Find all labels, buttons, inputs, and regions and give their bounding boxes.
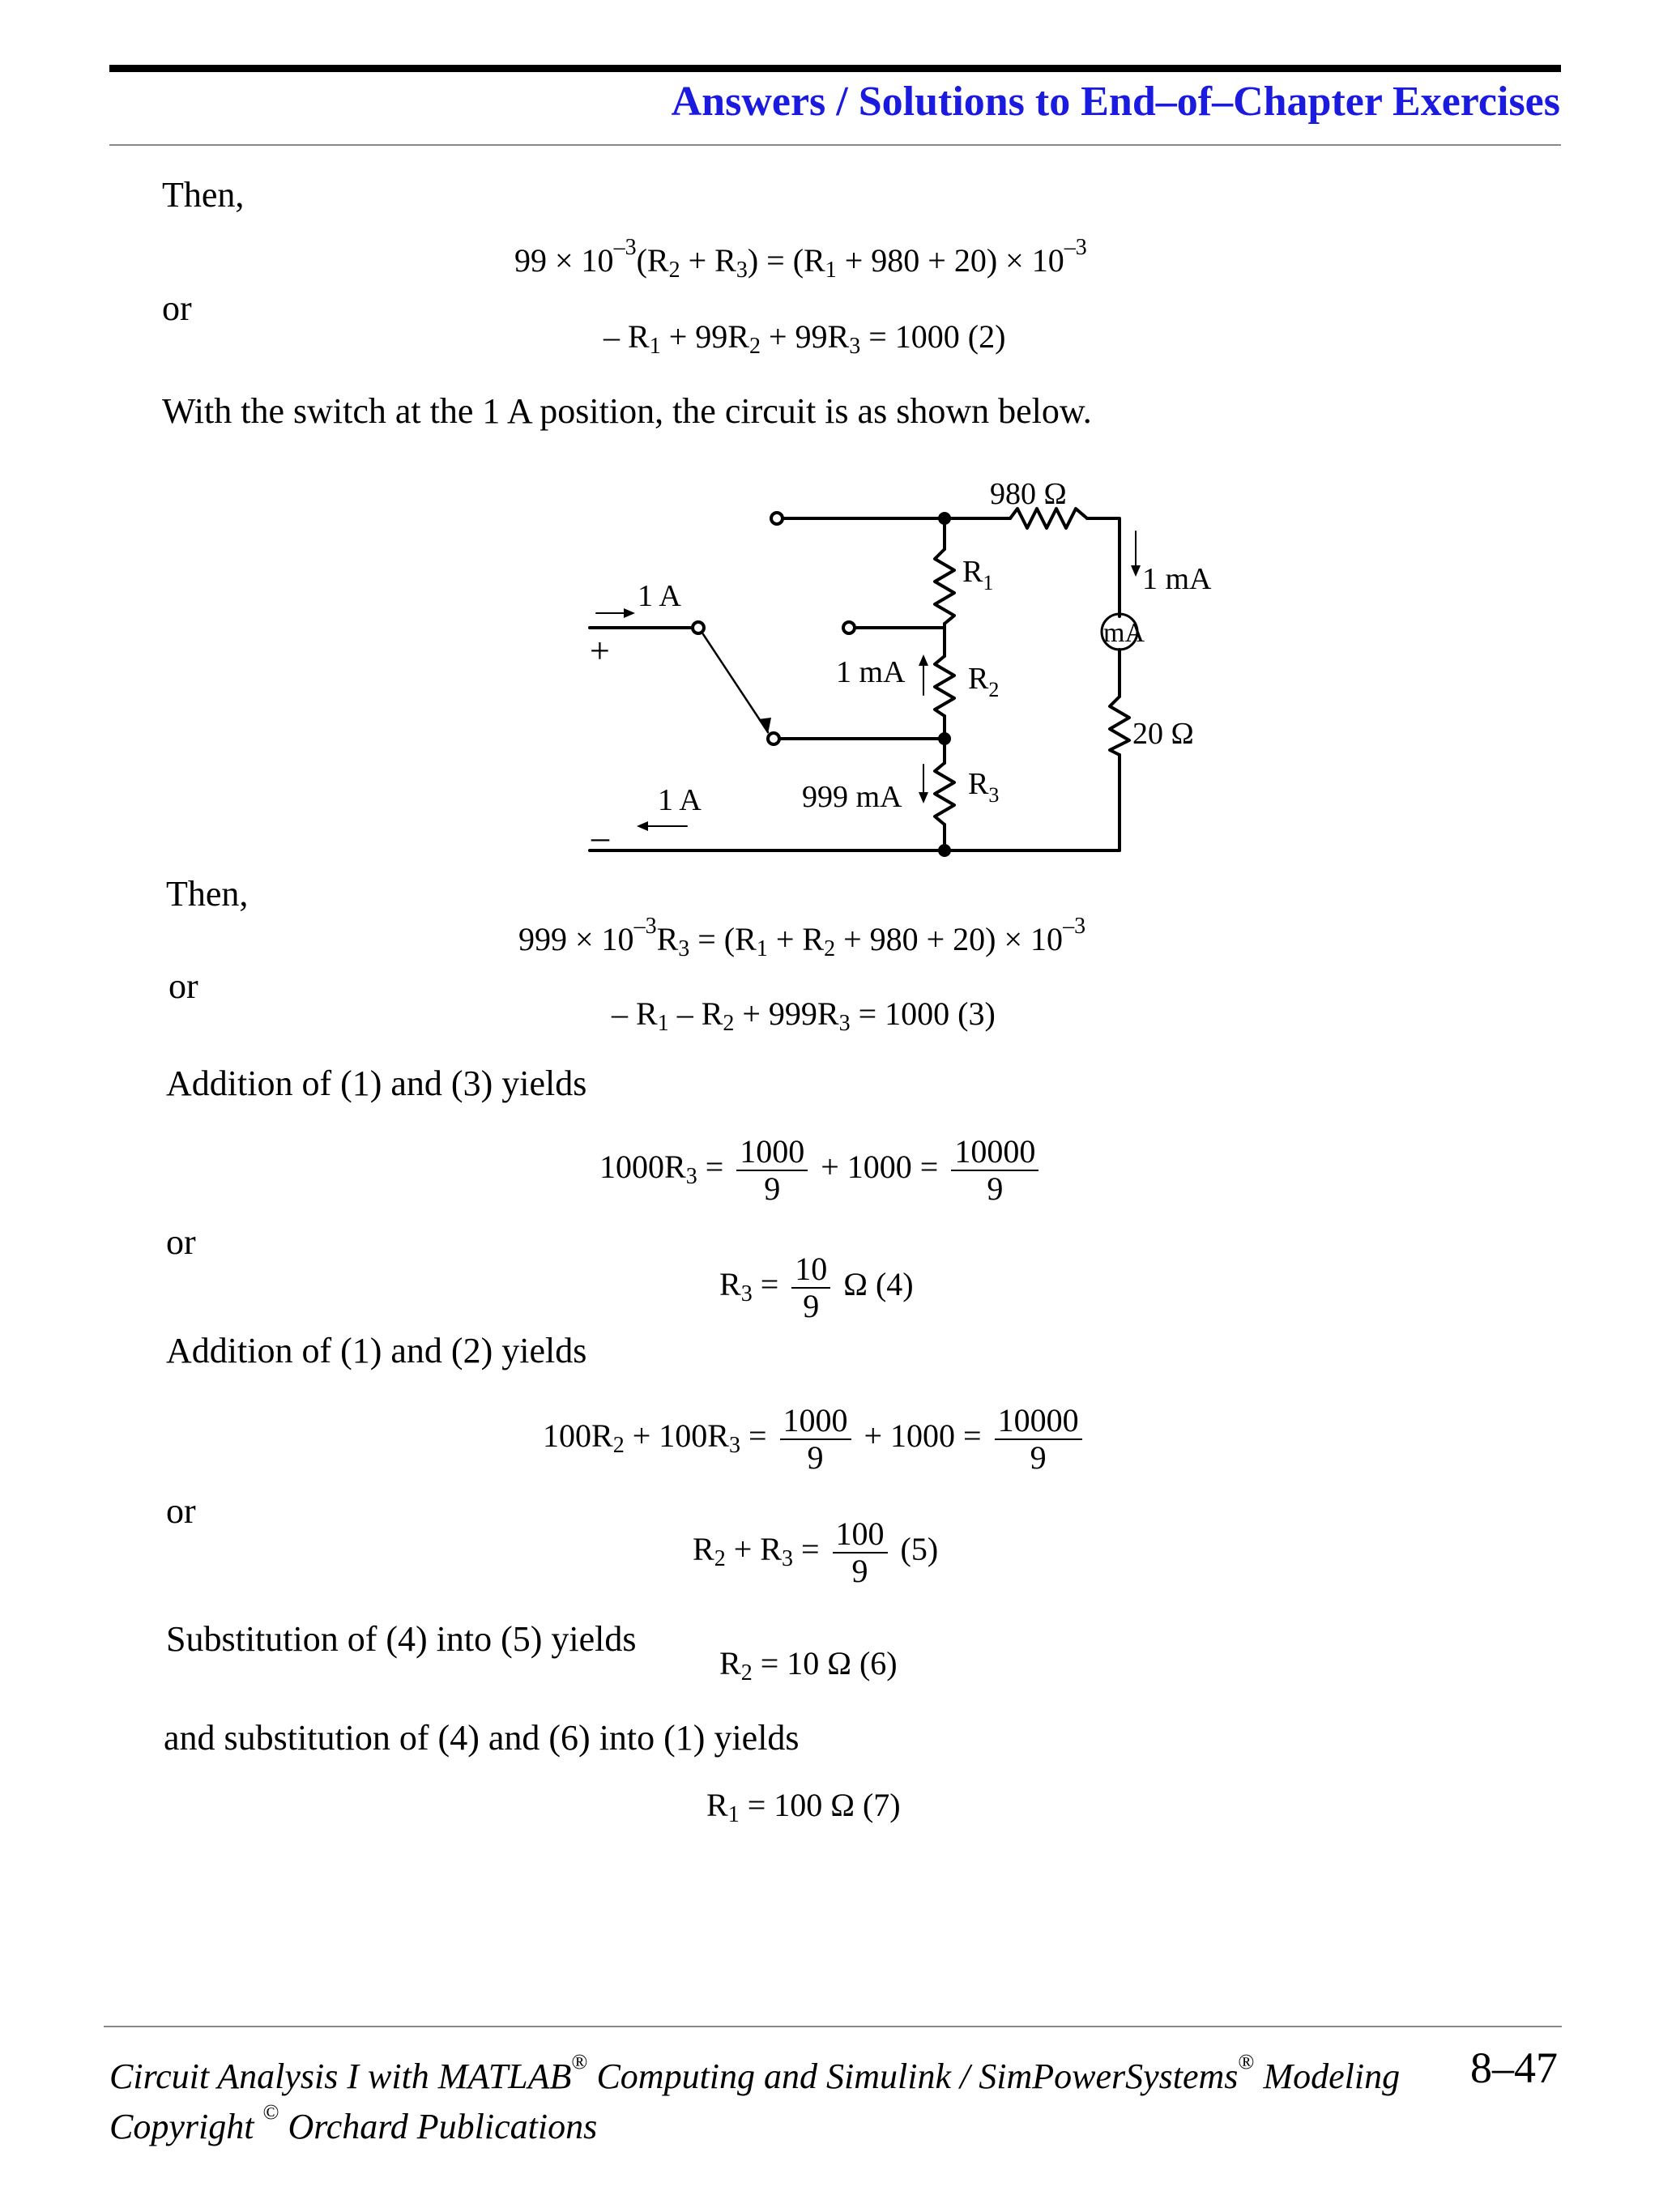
- equation-5: $R_2 + R_3$ = $\frac{100}{9}$ (5): [693, 1515, 939, 1589]
- text-or-3: or: [166, 1222, 196, 1262]
- label-output-current: 1 A: [658, 783, 702, 817]
- label-minus: –: [591, 817, 609, 857]
- text-or-2: or: [168, 966, 198, 1006]
- header-rule: [109, 65, 1561, 72]
- node-top: [938, 512, 951, 525]
- text-substitution-4-5: Substitution of (4) into (5) yields: [166, 1619, 637, 1659]
- equation-b: $999 \times 10^{-3}R_3 = (R_1 + R_2 + 980 + 20) \times 10^{-3}$: [518, 914, 1086, 961]
- text-or-4: or: [166, 1491, 196, 1531]
- switch-arm: [703, 634, 768, 732]
- page-number: 8–47: [1470, 2044, 1558, 2092]
- equation-3: – $R_1 - R_2 + 999R_3 = 1000$ (3): [612, 995, 996, 1036]
- terminal-top: [771, 513, 783, 524]
- arrow-r3-current: [919, 792, 928, 803]
- equation-7: $R_1 = 100$ Ω (7): [706, 1787, 901, 1827]
- arrow-input-current: [624, 608, 635, 618]
- label-r1: $R_1$: [962, 555, 994, 595]
- label-input-current: 1 A: [638, 579, 681, 613]
- arrow-output-current: [637, 821, 648, 831]
- text-then-1: Then,: [162, 175, 245, 215]
- arrow-r2-current: [919, 654, 928, 666]
- equation-2: – $R_1 + 99R_2 + 99R_3 = 1000$ (2): [603, 318, 1006, 359]
- equation-a: $99 \times 10^{-3}(R_2 + R_3) = (R_1 + 980 + 20) \times 10^{-3}$: [514, 235, 1087, 283]
- label-980: 980 Ω: [990, 477, 1067, 511]
- text-then-2: Then,: [166, 874, 249, 914]
- text-or-1: or: [162, 288, 192, 328]
- equation-c: $1000R_3$ = $\frac{1000}{9}$ + 1000 = $\frac{10000}{9}$: [599, 1134, 1043, 1207]
- resistor-r3: [935, 763, 954, 825]
- resistor-20: [1110, 697, 1129, 755]
- label-20: 20 Ω: [1132, 717, 1194, 751]
- label-r3-current: 999 mA: [802, 780, 902, 814]
- label-ammeter: mA: [1103, 618, 1145, 648]
- equation-d: $100R_2 + 100R_3$ = $\frac{1000}{9}$ + 1000 = $\frac{10000}{9}$: [543, 1403, 1087, 1476]
- equation-4: $R_3$ = $\frac{10}{9}$ Ω (4): [719, 1251, 914, 1324]
- page-header-title: Answers / Solutions to End–of–Chapter Exercises: [671, 79, 1560, 125]
- circuit-diagram: [567, 462, 1264, 875]
- resistor-980: [1010, 509, 1087, 528]
- footer-divider: [104, 2026, 1562, 2027]
- terminal-tap-2: [768, 733, 779, 744]
- arrow-meter-current: [1131, 565, 1141, 577]
- terminal-tap-1: [843, 622, 855, 633]
- label-r2: $R_2$: [968, 662, 1000, 701]
- text-addition-1-3: Addition of (1) and (3) yields: [166, 1063, 587, 1103]
- equation-6: $R_2 = 10$ Ω (6): [719, 1645, 898, 1686]
- footer-book-title: Circuit Analysis I with MATLAB® Computing and Simulink / SimPowerSystems® Modeling: [109, 2049, 1401, 2096]
- footer-copyright: Copyright © Orchard Publications: [109, 2099, 598, 2146]
- text-addition-1-2: Addition of (1) and (2) yields: [166, 1331, 587, 1370]
- wire-top-right: [1087, 518, 1120, 616]
- text-switch-sentence: With the switch at the 1 A position, the circuit is as shown below.: [162, 391, 1092, 431]
- text-substitution-4-6-1: and substitution of (4) and (6) into (1) yields: [164, 1718, 800, 1758]
- label-r2-current: 1 mA: [836, 655, 906, 689]
- label-plus: +: [590, 631, 610, 671]
- header-divider: [109, 144, 1561, 146]
- resistor-r1: [935, 549, 954, 624]
- label-meter-current: 1 mA: [1142, 562, 1212, 596]
- terminal-input: [693, 622, 704, 633]
- resistor-r2: [935, 656, 954, 716]
- label-r3: $R_3$: [968, 767, 1000, 807]
